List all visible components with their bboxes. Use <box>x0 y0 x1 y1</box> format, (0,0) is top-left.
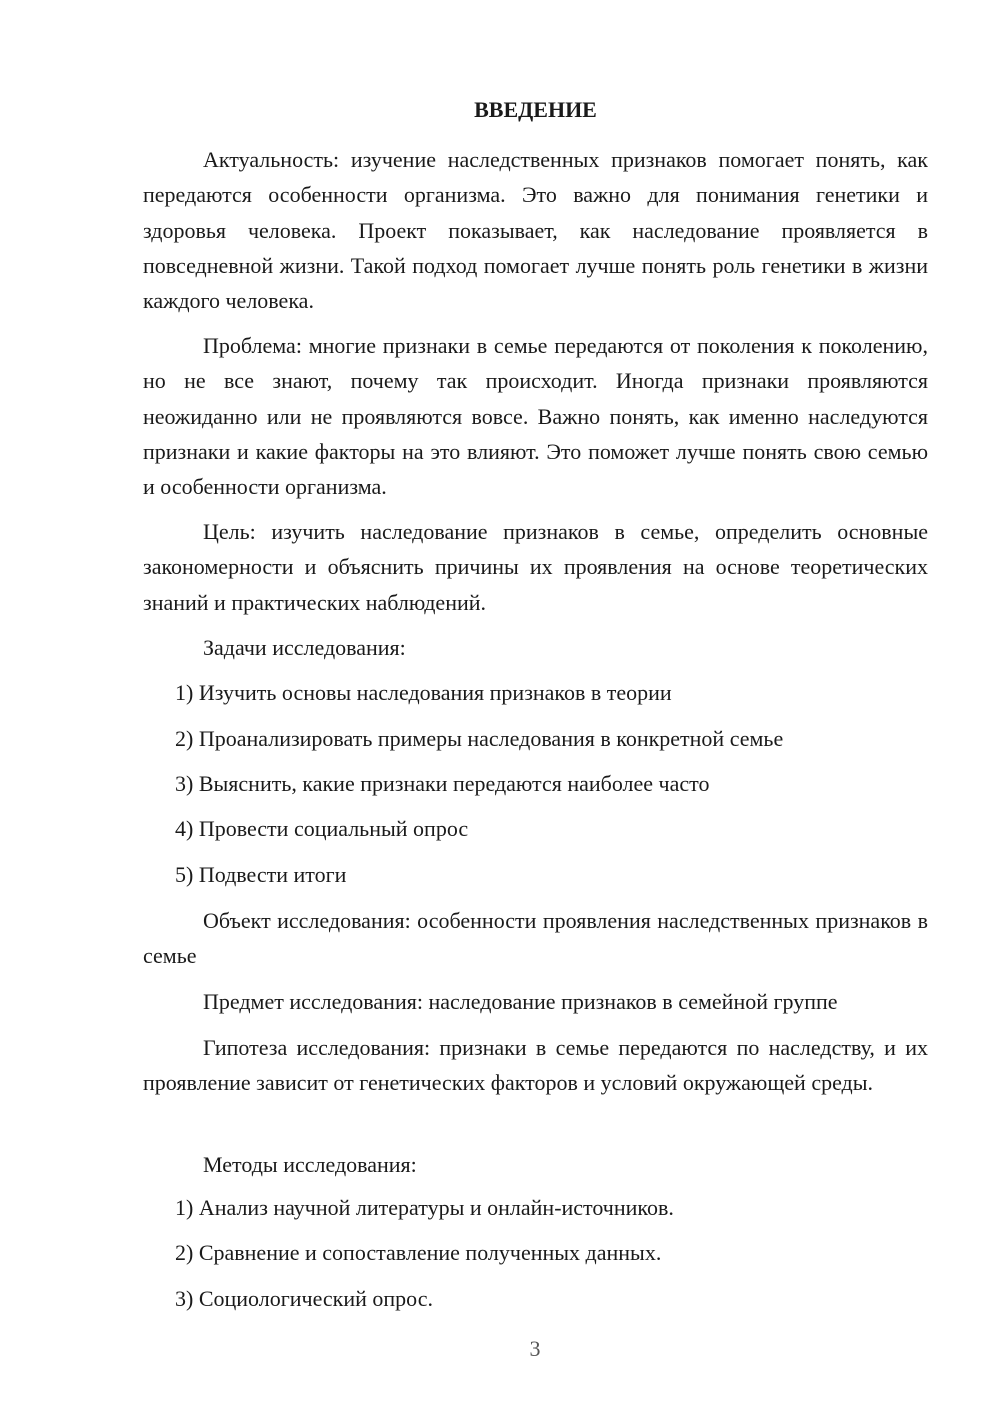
task-item-4: 4) Провести социальный опрос <box>175 816 469 841</box>
method-item-3: 3) Социологический опрос. <box>175 1286 433 1311</box>
paragraph-relevance: Актуальность: изучение наследственных признаков помогает понять, как передаются особенности организма. Это важно для понимания генетики и здоровья человека. Проект показывает, как наследование проявляется в повседневной жизни. Такой подход помогает лучше понять роль генетики в жизни каждого человека. <box>143 147 928 314</box>
task-item-3: 3) Выяснить, какие признаки передаются наиболее часто <box>175 771 710 796</box>
method-item-2: 2) Сравнение и сопоставление полученных данных. <box>175 1240 662 1265</box>
paragraph-subject: Предмет исследования: наследование признаков в семейной группе <box>203 989 838 1014</box>
page-title: ВВЕДЕНИЕ <box>474 97 597 122</box>
task-item-1: 1) Изучить основы наследования признаков в теории <box>175 680 672 705</box>
task-item-5: 5) Подвести итоги <box>175 862 347 887</box>
page-number: 3 <box>529 1336 541 1361</box>
tasks-heading: Задачи исследования: <box>203 635 406 660</box>
task-item-2: 2) Проанализировать примеры наследования в конкретной семье <box>175 726 784 751</box>
paragraph-hypothesis: Гипотеза исследования: признаки в семье передаются по наследству, и их проявление зависит от генетических факторов и условий окружающей среды. <box>143 1035 928 1096</box>
paragraph-object: Объект исследования: особенности проявления наследственных признаков в семье <box>143 908 928 969</box>
paragraph-problem: Проблема: многие признаки в семье передаются от поколения к поколению, но не все знают, почему так происходит. Иногда признаки проявляются неожиданно или не проявляются вовсе. Важно понять, как именно наследуются признаки и какие факторы на это влияют. Это поможет лучше понять свою семью и особенности организма. <box>143 333 928 500</box>
paragraph-goal: Цель: изучить наследование признаков в семье, определить основные закономерности и объяснить причины их проявления на основе теоретических знаний и практических наблюдений. <box>143 519 928 615</box>
method-item-1: 1) Анализ научной литературы и онлайн-источников. <box>175 1195 674 1220</box>
methods-heading: Методы исследования: <box>203 1152 417 1177</box>
